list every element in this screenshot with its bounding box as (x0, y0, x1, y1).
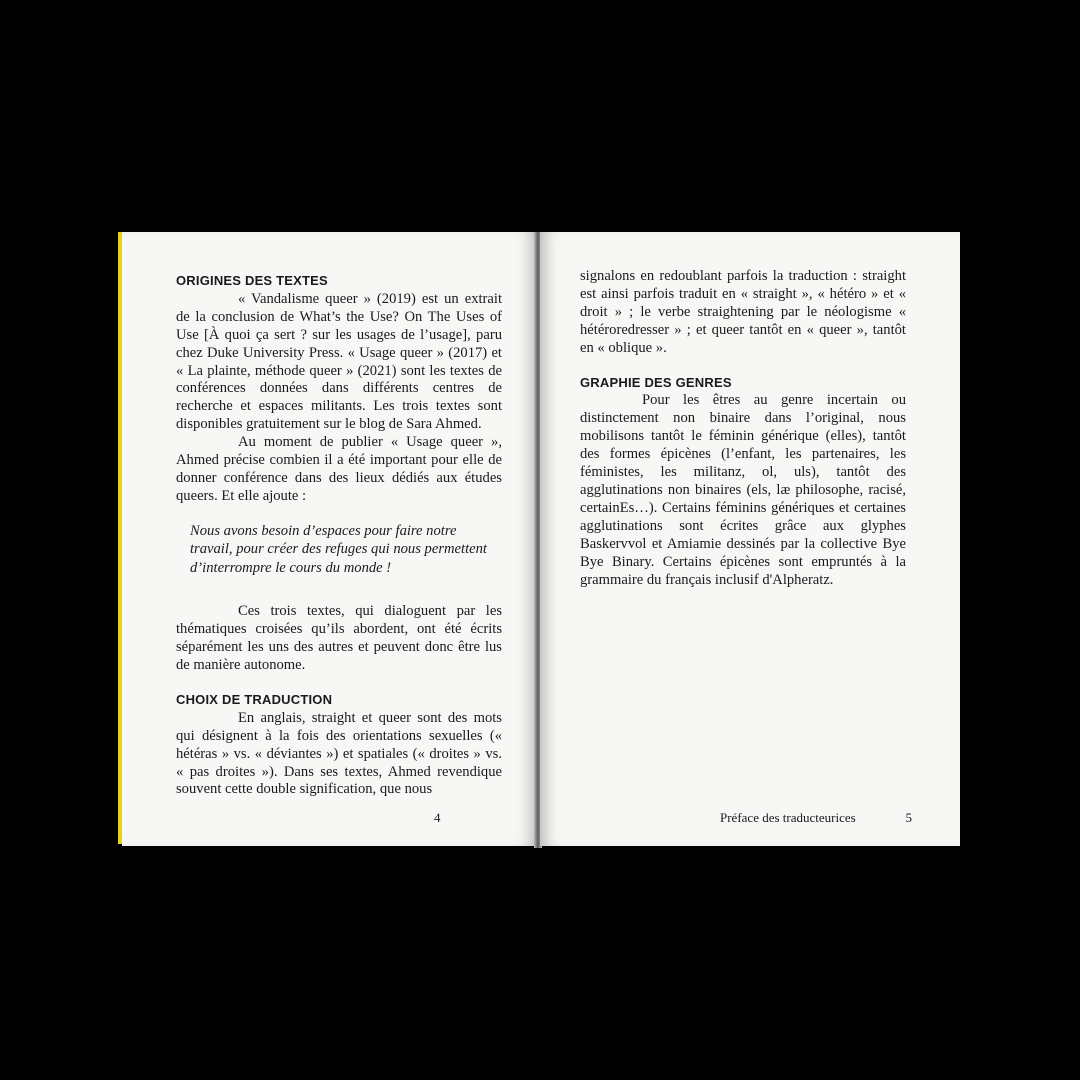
right-text-column (580, 268, 906, 589)
page-number-left: 4 (434, 810, 441, 825)
heading-genres: GRAPHIE DES GENRES (580, 374, 732, 390)
right-page (540, 232, 960, 846)
paragraph-origins-2: Au moment de publier « Usage queer », Ahmed précise combien il a été important pour elle de donner conférence dans des lieux dédiés aux études queers. Et elle ajoute : (176, 434, 502, 504)
paragraph-genres: Pour les êtres au genre incertain ou distinctement non binaire dans l’original, nous mobilisons tantôt le féminin générique (elles), tantôt des formes épicènes (l’enfant, les partenaires, les féministes, les militanz, ol, uls), tantôt des agglutinations non binaires (els, læ philosophe, racisé, certainEs…). Certains féminins génériques et certaines agglutinations sont écrites grâce aux glyphes Baskervvol et Amiamie dessinés par la collective Bye Bye Binary. Certains épicènes sont empruntés à la grammaire du français inclusif d'Alpheratz. (580, 392, 906, 588)
paragraph-origins-1: « Vandalisme queer » (2019) est un extrait de la conclusion de What’s the Use? On The Uses of Use [À quoi ça sert ? sur les usages de l’usage], paru chez Duke University Press. « Usage queer » (2017) et « La plainte, méthode queer » (2021) sont les textes de conférences données dans différents centres de recherche et espaces militants. Les trois textes sont disponibles gratuitement sur le blog de Sara Ahmed. (176, 290, 502, 433)
heading-origins: ORIGINES DES TEXTES (176, 273, 328, 288)
paragraph-translation: En anglais, straight et queer sont des mots qui désignent à la fois des orientations sexuelles (« hétéras » vs. « déviantes ») et spatiales (« droites » vs. « pas droites »). Dans ses textes, Ahmed revendique souvent cette double signification, que nous (176, 709, 502, 798)
left-page (122, 232, 536, 846)
page-number-right: 5 (905, 810, 912, 825)
heading-translation: CHOIX DE TRADUCTION (176, 691, 333, 707)
paragraph-origins-3: Ces trois textes, qui dialoguent par les thématiques croisées qu’ils abordent, ont été écrits séparément les uns des autres et peuvent donc être lus de manière autonome. (176, 603, 502, 673)
left-text-column (176, 272, 502, 799)
running-head: Préface des traducteurices (720, 810, 856, 825)
block-quote: Nous avons besoin d’espaces pour faire notre travail, pour créer des refuges qui nous permettent d’interrompre le cours du monde ! (190, 522, 487, 576)
paragraph-continued: signalons en redoublant parfois la traduction : straight est ainsi parfois traduit en « straight », « hétéro » et « droit » ; le verbe straightening par le néologisme « hétéroredresser » ; et queer tantôt en « queer », tantôt en « oblique ». (580, 268, 906, 356)
